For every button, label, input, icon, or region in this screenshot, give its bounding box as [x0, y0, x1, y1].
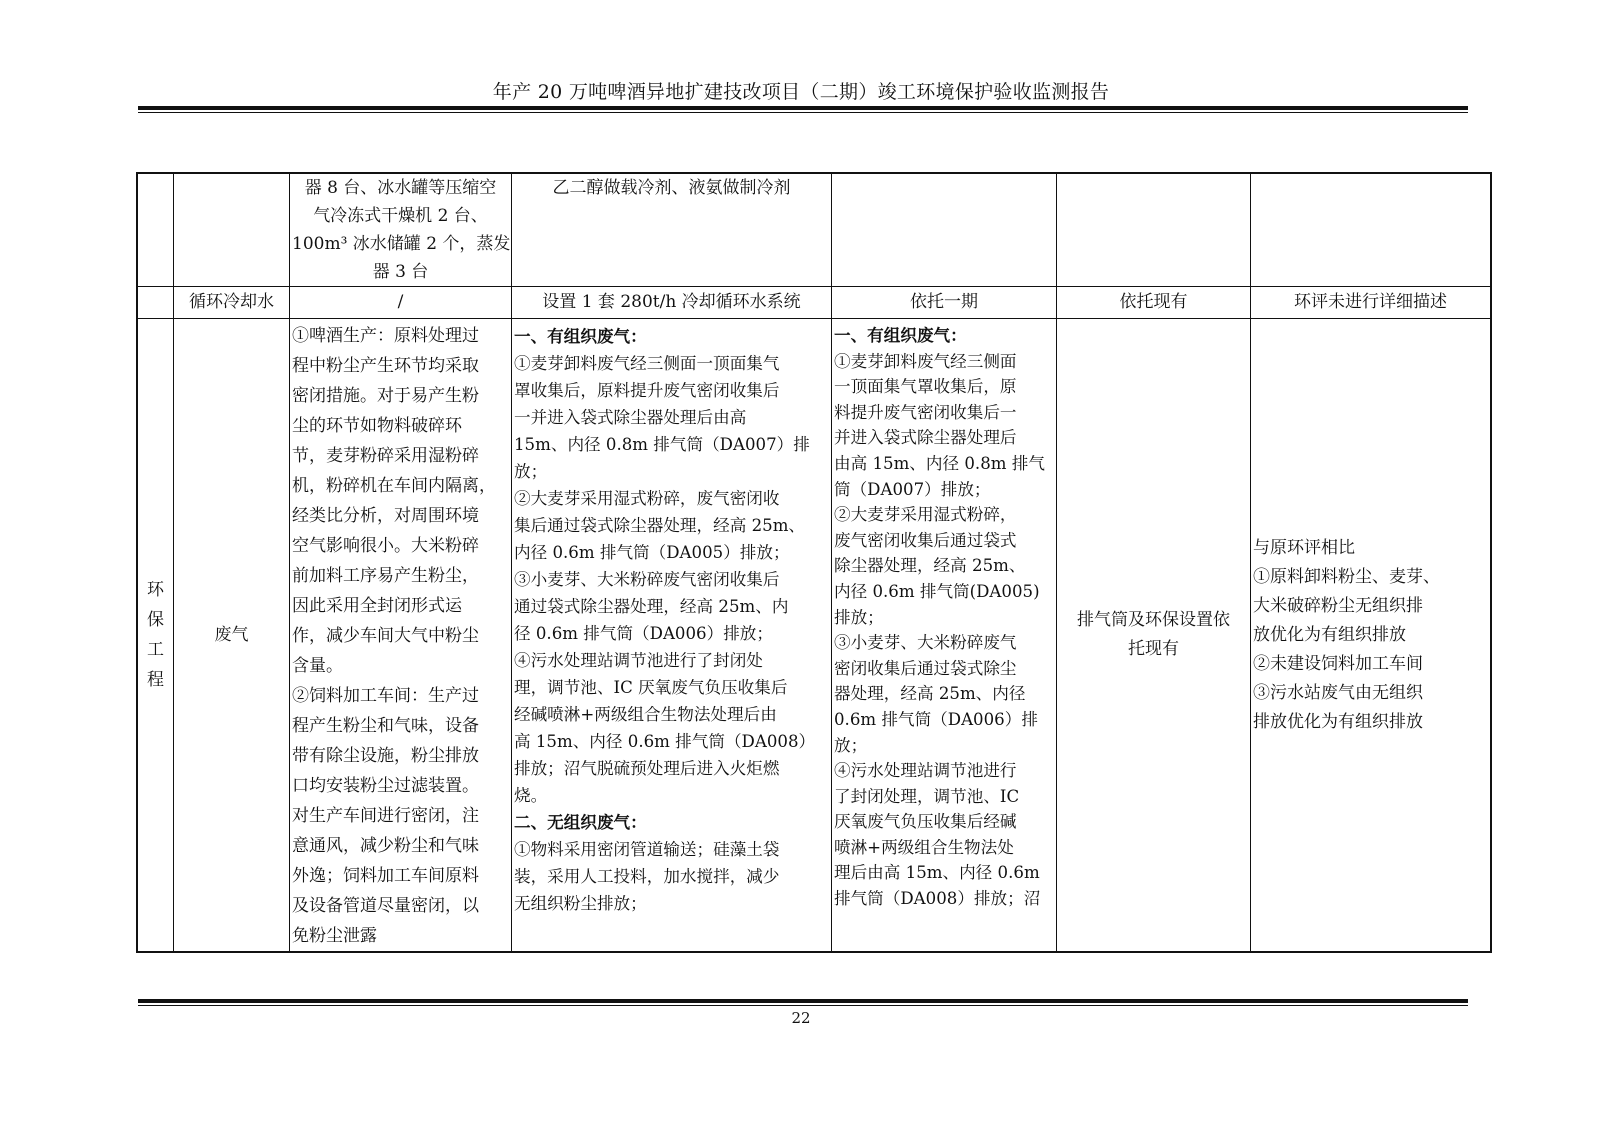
item-name-cell: 废气	[174, 319, 290, 952]
remark-cell	[1251, 319, 1491, 952]
table-row-waste-gas	[138, 319, 1491, 952]
category-char: 工	[147, 640, 164, 660]
actual-line: 一并进入袋式除尘器处理后由高	[514, 408, 747, 427]
eia-line: 含量。	[292, 656, 343, 676]
actual-line: 罩收集后，原料提升废气密闭收集后	[514, 381, 780, 400]
phase-line: 料提升废气密闭收集后一	[834, 402, 1017, 422]
eia-line: 尘的环节如物料破碎环	[292, 416, 462, 436]
basis-line: 排气筒及环保设置依	[1077, 610, 1230, 630]
remark-line: ①原料卸料粉尘、麦芽、	[1253, 566, 1440, 587]
actual-line: 理，调节池、IC 厌氧废气负压收集后	[514, 678, 788, 697]
category-char: 程	[147, 670, 164, 690]
phase-line: 喷淋+两级组合生物法处	[834, 837, 1014, 857]
actual-line: ①麦芽卸料废气经三侧面一顶面集气	[514, 354, 780, 373]
actual-line: 内径 0.6m 排气筒（DA005）排放；	[514, 543, 790, 562]
eia-line: 对生产车间进行密闭，注	[292, 806, 479, 826]
table-row-cooling-water	[138, 287, 1491, 319]
header-rule-thin	[138, 112, 1468, 113]
category-char: 环	[147, 580, 164, 600]
eia-content-cell	[290, 174, 512, 287]
eia-line: 100m³ 冰水储罐 2 个，蒸发	[292, 234, 511, 254]
remark-line: 大米破碎粉尘无组织排	[1253, 595, 1423, 616]
phase-line: 排放；	[834, 607, 884, 627]
eia-line: 程中粉尘产生环节均采取	[292, 356, 479, 376]
actual-line: 装，采用人工投料，加水搅拌，减少	[514, 867, 780, 886]
actual-line: 经碱喷淋+两级组合生物法处理后由	[514, 705, 777, 724]
eia-line: 经类比分析，对周围环境	[292, 506, 479, 526]
eia-line: 程产生粉尘和气味，设备	[292, 716, 479, 736]
remark-line: 与原环评相比	[1253, 537, 1355, 558]
phase-line: 内径 0.6m 排气筒(DA005)	[834, 581, 1040, 601]
actual-line: ②大麦芽采用湿式粉碎，废气密闭收	[514, 489, 780, 508]
eia-line: 作，减少车间大气中粉尘	[292, 626, 479, 646]
category-cell-empty	[138, 287, 174, 319]
basis-cell	[1057, 319, 1251, 952]
eia-line: 因此采用全封闭形式运	[292, 596, 462, 616]
actual-line: 无组织粉尘排放；	[514, 894, 647, 913]
actual-line: ④污水处理站调节池进行了封闭处	[514, 651, 763, 670]
basis-line: 托现有	[1128, 639, 1179, 659]
remark-line: 排放优化为有组织排放	[1253, 711, 1423, 732]
report-title: 年产 20 万吨啤酒异地扩建技改项目（二期）竣工环境保护验收监测报告	[492, 81, 1110, 103]
eia-line: 器 8 台、冰水罐等压缩空	[304, 178, 497, 198]
eia-line: 器 3 台	[372, 262, 429, 282]
actual-line: 集后通过袋式除尘器处理，经高 25m、	[514, 516, 806, 535]
phase-line: ③小麦芽、大米粉碎废气	[834, 633, 1017, 653]
eia-line: 外逸；饲料加工车间原料	[292, 866, 479, 886]
actual-content-cell: 设置 1 套 280t/h 冷却循环水系统	[512, 287, 832, 319]
actual-line: 烧。	[514, 786, 548, 805]
eia-line: 带有除尘设施，粉尘排放	[292, 746, 479, 766]
eia-content-cell: /	[290, 287, 512, 319]
item-cell-empty	[174, 174, 290, 287]
eia-line: 空气影响很小。大米粉碎	[292, 536, 479, 556]
eia-line: 意通风，减少粉尘和气味	[292, 836, 479, 856]
footer-rule-thick	[138, 999, 1468, 1003]
phase-line: 器处理，经高 25m、内径	[834, 684, 1026, 704]
remark-cell-empty	[1251, 174, 1491, 287]
phase-line: 并进入袋式除尘器处理后	[834, 428, 1017, 448]
phase-line: ①麦芽卸料废气经三侧面	[834, 351, 1017, 371]
category-cell	[138, 319, 174, 952]
header-rule-thick	[138, 106, 1468, 110]
phase-cell: 依托一期	[832, 287, 1057, 319]
phase-line: 由高 15m、内径 0.8m 排气	[834, 453, 1045, 473]
phase-line: 废气密闭收集后通过袋式	[834, 530, 1017, 550]
footer-rule-thin	[138, 1005, 1468, 1006]
actual-content-cell	[512, 319, 832, 952]
actual-line: 高 15m、内径 0.6m 排气筒（DA008）	[514, 732, 816, 751]
actual-content-cell: 乙二醇做载冷剂、液氨做制冷剂	[512, 174, 832, 287]
category-char: 保	[147, 610, 164, 630]
category-cell-empty	[138, 174, 174, 287]
eia-line: 节，麦芽粉碎采用湿粉碎	[292, 446, 479, 466]
actual-line: 15m、内径 0.8m 排气筒（DA007）排	[514, 435, 810, 454]
basis-cell: 依托现有	[1057, 287, 1251, 319]
basis-cell-empty	[1057, 174, 1251, 287]
eia-line: 及设备管道尽量密闭，以	[292, 896, 479, 916]
phase-line: 筒（DA007）排放；	[834, 479, 991, 499]
eia-line: 口均安装粉尘过滤装置。	[292, 776, 479, 796]
eia-line: ②饲料加工车间：生产过	[292, 686, 479, 706]
phase-line: 了封闭处理，调节池、IC	[834, 786, 1020, 806]
phase-organized-gas-heading: 一、有组织废气：	[834, 325, 967, 345]
remark-line: ③污水站废气由无组织	[1253, 682, 1423, 703]
phase-line: 一顶面集气罩收集后，原	[834, 377, 1017, 397]
phase-line: 放；	[834, 735, 868, 755]
phase-line: ②大麦芽采用湿式粉碎，	[834, 505, 1017, 525]
phase-line: 密闭收集后通过袋式除尘	[834, 658, 1017, 678]
page-number: 22	[791, 1009, 811, 1027]
table-row-refrigeration	[138, 174, 1491, 287]
actual-line: 放；	[514, 462, 548, 481]
phase-cell-empty	[832, 174, 1057, 287]
item-name-cell: 循环冷却水	[174, 287, 290, 319]
phase-line: ④污水处理站调节池进行	[834, 761, 1017, 781]
phase-content-cell	[832, 319, 1057, 952]
fugitive-gas-heading: 二、无组织废气：	[514, 812, 647, 832]
phase-line: 排气筒（DA008）排放；沼	[834, 889, 1041, 909]
actual-line: 通过袋式除尘器处理，经高 25m、内	[514, 597, 789, 616]
eia-line: 前加料工序易产生粉尘，	[292, 566, 479, 586]
remark-line: ②未建设饲料加工车间	[1253, 653, 1423, 674]
actual-line: ③小麦芽、大米粉碎废气密闭收集后	[514, 570, 780, 589]
actual-line: ①物料采用密闭管道输送；硅藻土袋	[514, 840, 780, 859]
eia-line: 密闭措施。对于易产生粉	[292, 386, 479, 406]
environmental-works-table	[137, 173, 1491, 952]
phase-line: 0.6m 排气筒（DA006）排	[834, 709, 1038, 729]
phase-line: 理后由高 15m、内径 0.6m	[834, 863, 1040, 883]
eia-line: 免粉尘泄露	[292, 926, 377, 946]
remark-line: 放优化为有组织排放	[1253, 624, 1406, 645]
eia-line: ①啤酒生产：原料处理过	[292, 326, 479, 346]
actual-line: 径 0.6m 排气筒（DA006）排放；	[514, 624, 773, 643]
phase-line: 厌氧废气负压收集后经碱	[834, 812, 1017, 832]
organized-gas-heading: 一、有组织废气：	[514, 326, 647, 346]
eia-line: 气冷冻式干燥机 2 台、	[313, 206, 488, 226]
phase-line: 除尘器处理，经高 25m、	[834, 556, 1026, 576]
actual-line: 排放；沼气脱硫预处理后进入火炬燃	[514, 759, 780, 778]
eia-content-cell	[290, 319, 512, 952]
eia-line: 机，粉碎机在车间内隔离，	[292, 476, 496, 496]
remark-cell: 环评未进行详细描述	[1251, 287, 1491, 319]
